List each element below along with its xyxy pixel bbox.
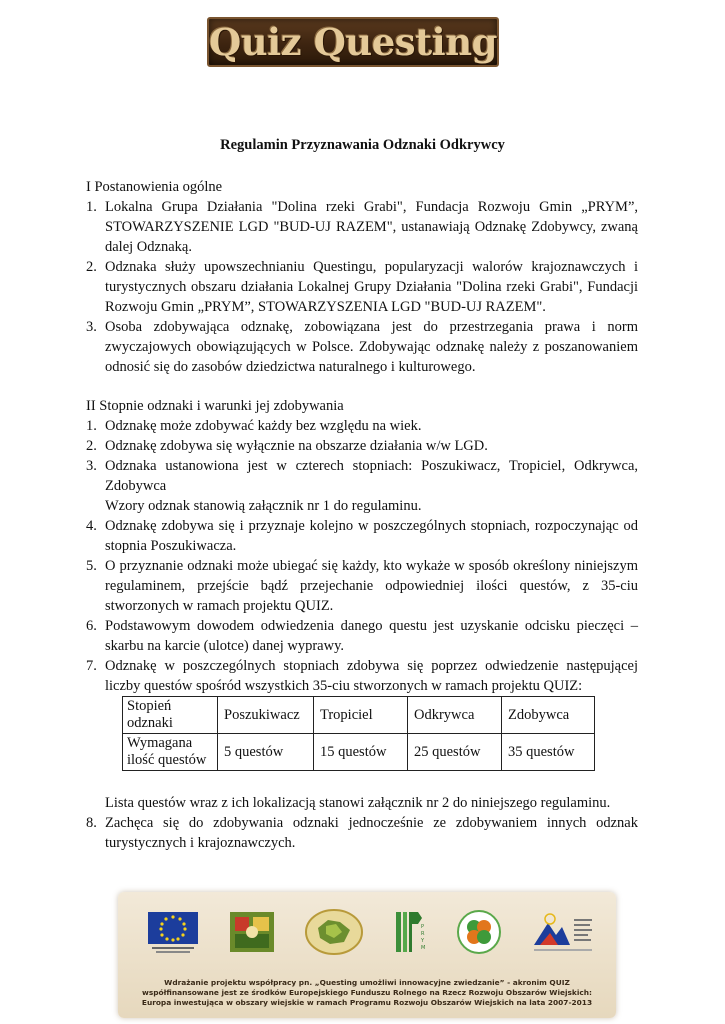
item-text: Odznakę może zdobywać każdy bez względu na wiek. bbox=[105, 418, 422, 434]
table-row-header: Stopień odznaki bbox=[123, 697, 218, 734]
footer-line-2: współfinansowane jest ze środków Europejskiego Funduszu Rolnego na Rzecz Rozwoju Obszarów Wiejskich: bbox=[142, 988, 592, 997]
item-text: Lokalna Grupa Działania "Dolina rzeki Grabi", Fundacja Rozwoju Gmin „PRYM”, STOWARZYSZENIE LGD "BUD-UJ RAZEM", ustanawiają Odznakę Zdobywcy, zwaną dalej Odznaką. bbox=[105, 199, 638, 255]
item-text: Odznaka służy upowszechnianiu Questingu, popularyzacji walorów krajoznawczych i turystycznych obszaru działania Lokalnej Grupy Działania "Dolina rzeki Grabi", Fundacji Rozwoju Gmin „PRYM”, STOWARZYSZENIA LGD "BUD-UJ RAZEM". bbox=[105, 259, 638, 315]
item-number: 5. bbox=[86, 558, 97, 574]
table-row-header: Wymagana ilość questów bbox=[123, 734, 218, 771]
svg-text:P: P bbox=[420, 924, 424, 930]
svg-text:M: M bbox=[420, 945, 425, 951]
item-text: Odznakę zdobywa się i przyznaje kolejno w poszczególnych stopniach, rozpoczynając od stopnia Poszukiwacza. bbox=[105, 518, 638, 554]
list-item bbox=[86, 436, 638, 456]
table-cell: Odkrywca bbox=[408, 697, 502, 734]
footer-line-3: Europa inwestująca w obszary wiejskie w ramach Programu Rozwoju Obszarów Wiejskich na lata 2007-2013 bbox=[141, 998, 593, 1007]
list-item bbox=[86, 556, 638, 616]
logo-plate bbox=[207, 17, 499, 67]
svg-text:R: R bbox=[420, 931, 425, 937]
item-number: 2. bbox=[86, 259, 97, 275]
table-cell: 25 questów bbox=[408, 734, 502, 771]
list-item bbox=[86, 416, 638, 436]
item-text: Podstawowym dowodem odwiedzenia danego questu jest uzyskanie odcisku pieczęci – skarbu na karcie (ulotce) danej wyprawy. bbox=[105, 618, 638, 654]
clover-logo bbox=[455, 909, 503, 955]
section-1-list bbox=[86, 197, 638, 377]
table-cell: 15 questów bbox=[314, 734, 408, 771]
lgd-map-logo bbox=[304, 909, 364, 955]
prow-logo bbox=[530, 909, 596, 955]
list-item bbox=[86, 813, 638, 853]
footer-funding-text bbox=[128, 978, 606, 1008]
item-number: 4. bbox=[86, 518, 97, 534]
table-cell: 5 questów bbox=[218, 734, 314, 771]
item-number: 7. bbox=[86, 658, 97, 674]
section-2-list-continued bbox=[86, 813, 638, 853]
list-item bbox=[86, 257, 638, 317]
table-cell: Poszukiwacz bbox=[218, 697, 314, 734]
item-number: 1. bbox=[86, 418, 97, 434]
list-item bbox=[86, 197, 638, 257]
item-number: 6. bbox=[86, 618, 97, 634]
item-text: O przyznanie odznaki może ubiegać się każdy, kto wykaże w sposób określony niniejszym regulaminem, przejście bądź przejechanie odpowiedniej ilości questów, z 35-ciu stworzonych w ramach projektu QUIZ. bbox=[105, 558, 638, 614]
leader-logo bbox=[227, 909, 277, 955]
table-cell: 35 questów bbox=[502, 734, 595, 771]
item-text: Zachęca się do zdobywania odznaki jednocześnie ze zdobywaniem innych odznak turystycznych i krajoznawczych. bbox=[105, 815, 638, 851]
item-number: 2. bbox=[86, 438, 97, 454]
item-text: Osoba zdobywająca odznakę, zobowiązana jest do przestrzegania prawa i norm zwyczajowych obowiązujących w Polsce. Zdobywając odznakę należy z poszanowaniem odnosić się do zasobów dziedzictwa naturalnego i kulturowego. bbox=[105, 319, 638, 375]
list-item bbox=[86, 516, 638, 556]
svg-text:Y: Y bbox=[420, 938, 424, 944]
list-item bbox=[86, 317, 638, 377]
item-text: Odznakę zdobywa się wyłącznie na obszarze działania w/w LGD. bbox=[105, 438, 488, 454]
sponsor-logos bbox=[146, 908, 596, 956]
document-title: Regulamin Przyznawania Odznaki Odkrywcy bbox=[220, 137, 505, 153]
item-number: 1. bbox=[86, 199, 97, 215]
item-number: 8. bbox=[86, 815, 97, 831]
logo-text: Quiz Questing bbox=[209, 20, 498, 64]
item-number: 3. bbox=[86, 458, 97, 474]
table-row bbox=[123, 734, 595, 771]
table-cell: Tropiciel bbox=[314, 697, 408, 734]
item-note: Wzory odznak stanowią załącznik nr 1 do regulaminu. bbox=[105, 498, 422, 514]
section-1-heading: I Postanowienia ogólne bbox=[86, 179, 223, 195]
item-text: Odznaka ustanowiona jest w czterech stopniach: Poszukiwacz, Tropiciel, Odkrywca, Zdobywca bbox=[105, 458, 638, 494]
footer-line-1: Wdrażanie projektu współpracy pn. „Questing umożliwi innowacyjne zwiedzanie” - akronim QUIZ bbox=[164, 978, 570, 987]
badge-levels-table bbox=[122, 696, 595, 771]
item-number: 3. bbox=[86, 319, 97, 335]
eu-flag-logo bbox=[146, 909, 200, 955]
list-item bbox=[86, 656, 638, 696]
list-item bbox=[86, 456, 638, 516]
list-item bbox=[86, 616, 638, 656]
document-body bbox=[86, 177, 638, 853]
sponsor-footer bbox=[118, 892, 616, 1018]
quiz-questing-logo bbox=[207, 17, 499, 67]
section-2-list bbox=[86, 416, 638, 696]
item-text: Odznakę w poszczególnych stopniach zdobywa się poprzez odwiedzenie następującej liczby questów spośród wszystkich 35-ciu stworzonych w ramach projektu QUIZ: bbox=[105, 658, 638, 694]
table-cell: Zdobywca bbox=[502, 697, 595, 734]
section-2-heading: II Stopnie odznaki i warunki jej zdobywania bbox=[86, 398, 344, 414]
table-row bbox=[123, 697, 595, 734]
prym-logo bbox=[392, 909, 428, 955]
attachment-note: Lista questów wraz z ich lokalizacją stanowi załącznik nr 2 do niniejszego regulaminu. bbox=[105, 795, 611, 811]
